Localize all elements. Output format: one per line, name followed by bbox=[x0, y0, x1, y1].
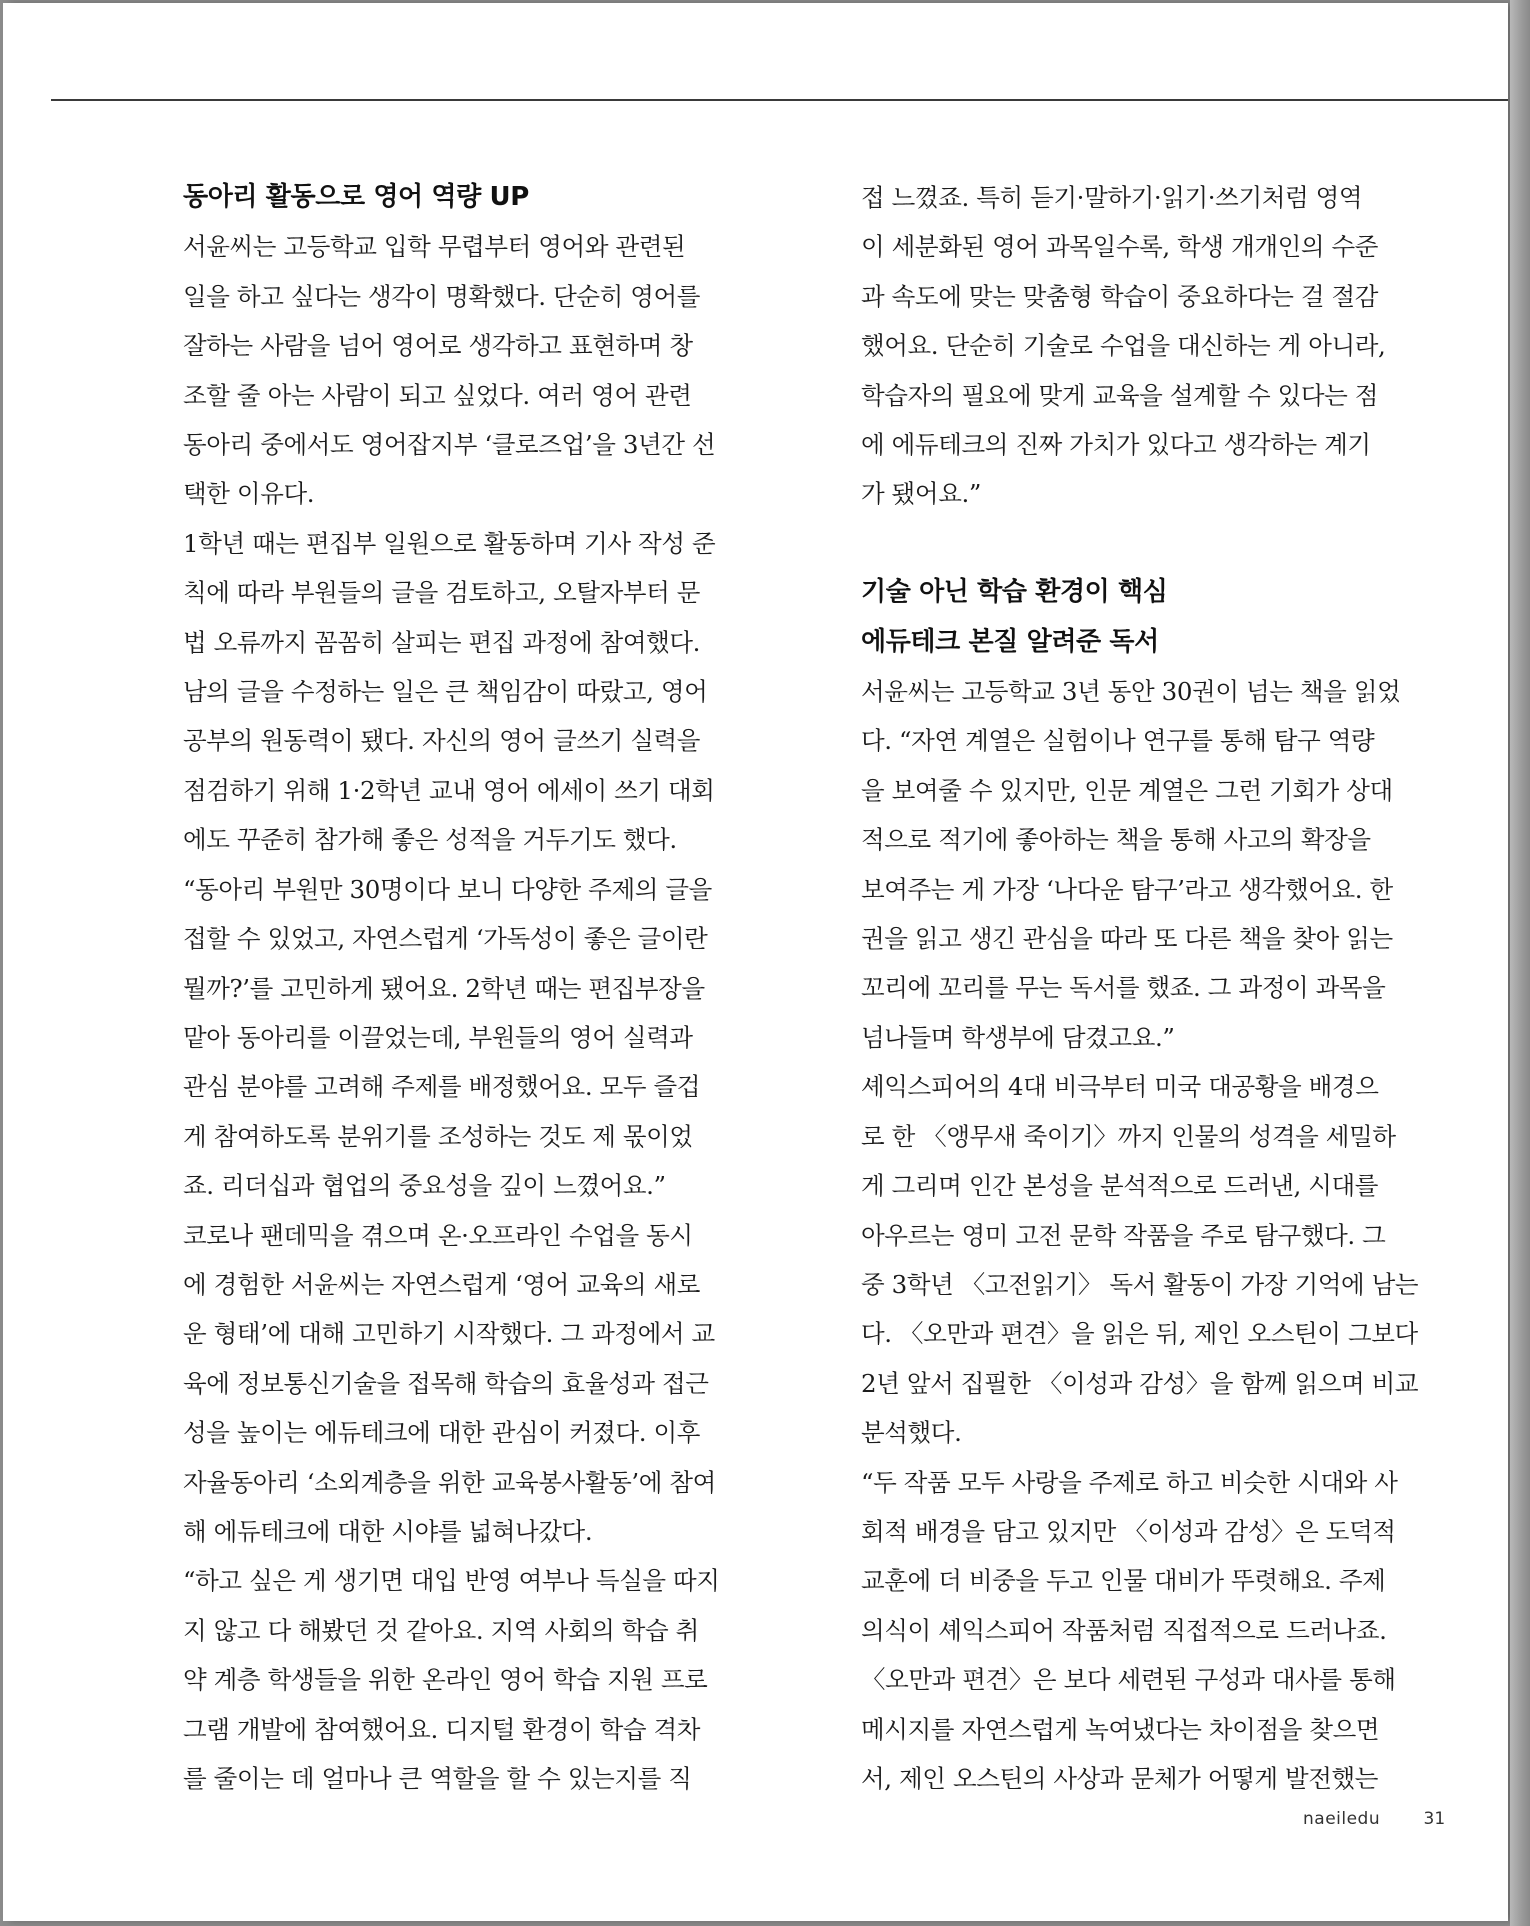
right-column-body-text bbox=[861, 667, 1436, 1803]
text-line: 코로나 팬데믹을 겪으며 온·오프라인 수업을 동시 bbox=[183, 1220, 693, 1250]
text-line: 자율동아리 ‘소외계층을 위한 교육봉사활동’에 참여 bbox=[183, 1467, 716, 1497]
text-line: 점검하기 위해 1·2학년 교내 영어 에세이 쓰기 대회 bbox=[183, 775, 715, 805]
text-line: 꼬리에 꼬리를 무는 독서를 했죠. 그 과정이 과목을 bbox=[861, 973, 1386, 1003]
left-column bbox=[183, 173, 758, 1803]
text-line: 남의 글을 수정하는 일은 큰 책임감이 따랐고, 영어 bbox=[183, 677, 708, 707]
text-line: 다. “자연 계열은 실험이나 연구를 통해 탐구 역량 bbox=[861, 726, 1375, 756]
page-edge-shadow bbox=[1510, 0, 1530, 1926]
text-line: 육에 정보통신기술을 접목해 학습의 효율성과 접근 bbox=[183, 1368, 709, 1398]
text-line: 서, 제인 오스틴의 사상과 문체가 어떻게 발전했는 bbox=[861, 1763, 1379, 1793]
text-line: 를 줄이는 데 얼마나 큰 역할을 할 수 있는지를 직 bbox=[183, 1764, 692, 1793]
right-column-top-text bbox=[861, 173, 1436, 519]
section-spacer bbox=[861, 519, 1436, 568]
text-line: 성을 높이는 에듀테크에 대한 관심이 커졌다. 이후 bbox=[183, 1418, 701, 1448]
text-line: 법 오류까지 꼼꼼히 살피는 편집 과정에 참여했다. bbox=[183, 627, 701, 657]
text-line: 에 에듀테크의 진짜 가치가 있다고 생각하는 계기 bbox=[861, 430, 1371, 460]
text-line: 칙에 따라 부원들의 글을 검토하고, 오탈자부터 문 bbox=[183, 578, 701, 608]
text-line: “두 작품 모두 사랑을 주제로 하고 비슷한 시대와 사 bbox=[861, 1467, 1398, 1497]
text-line: 서윤씨는 고등학교 입학 무렵부터 영어와 관련된 bbox=[183, 232, 686, 262]
text-line: 해 에듀테크에 대한 시야를 넓혀나갔다. bbox=[183, 1516, 593, 1546]
text-line: “하고 싶은 게 생기면 대입 반영 여부나 득실을 따지 bbox=[183, 1566, 720, 1596]
text-line: 적으로 적기에 좋아하는 책을 통해 사고의 확장을 bbox=[861, 825, 1371, 855]
text-line: 의식이 셰익스피어 작품처럼 직접적으로 드러나죠. bbox=[861, 1615, 1387, 1645]
text-line: 학습자의 필요에 맞게 교육을 설계할 수 있다는 점 bbox=[861, 380, 1379, 410]
text-line: 〈오만과 편견〉은 보다 세련된 구성과 대사를 통해 bbox=[861, 1665, 1396, 1695]
text-line: 을 보여줄 수 있지만, 인문 계열은 그런 기회가 상대 bbox=[861, 775, 1393, 805]
text-line: 뭘까?’를 고민하게 됐어요. 2학년 때는 편집부장을 bbox=[183, 973, 705, 1003]
text-line: 다. 〈오만과 편견〉을 읽은 뒤, 제인 오스틴이 그보다 bbox=[861, 1319, 1418, 1349]
text-line: 죠. 리더십과 협업의 중요성을 깊이 느꼈어요.” bbox=[183, 1171, 666, 1201]
text-line: 맡아 동아리를 이끌었는데, 부원들의 영어 실력과 bbox=[183, 1022, 693, 1052]
page-number: 31 bbox=[1423, 1809, 1446, 1829]
text-line: 했어요. 단순히 기술로 수업을 대신하는 게 아니라, bbox=[861, 331, 1386, 361]
text-line: 가 됐어요.” bbox=[861, 479, 981, 509]
text-line: 넘나들며 학생부에 담겼고요.” bbox=[861, 1022, 1175, 1052]
text-line: 동아리 중에서도 영어잡지부 ‘클로즈업’을 3년간 선 bbox=[183, 430, 716, 460]
text-line: 아우르는 영미 고전 문학 작품을 주로 탐구했다. 그 bbox=[861, 1220, 1386, 1250]
text-line: 접 느꼈죠. 특히 듣기·말하기·읽기·쓰기처럼 영역 bbox=[861, 183, 1363, 212]
text-line: 일을 하고 싶다는 생각이 명확했다. 단순히 영어를 bbox=[183, 281, 701, 311]
publication-name: naeiledu bbox=[1303, 1809, 1381, 1829]
text-line: 택한 이유다. bbox=[183, 479, 315, 509]
text-line: 게 그리며 인간 본성을 분석적으로 드러낸, 시대를 bbox=[861, 1171, 1379, 1201]
text-line: 로 한 〈앵무새 죽이기〉까지 인물의 성격을 세밀하 bbox=[861, 1121, 1396, 1151]
text-line: 조할 줄 아는 사람이 되고 싶었다. 여러 영어 관련 bbox=[183, 380, 692, 410]
section-heading-line-1: 기술 아닌 학습 환경이 핵심 bbox=[861, 577, 1168, 608]
text-line: 보여주는 게 가장 ‘나다운 탐구’라고 생각했어요. 한 bbox=[861, 874, 1393, 904]
text-line: 운 형태’에 대해 고민하기 시작했다. 그 과정에서 교 bbox=[183, 1319, 715, 1349]
text-line: 서윤씨는 고등학교 3년 동안 30권이 넘는 책을 읽었 bbox=[861, 677, 1401, 707]
header-rule bbox=[51, 99, 1508, 101]
text-line: 1학년 때는 편집부 일원으로 활동하며 기사 작성 준 bbox=[183, 528, 716, 558]
text-line: 잘하는 사람을 넘어 영어로 생각하고 표현하며 창 bbox=[183, 331, 693, 361]
text-line: 권을 읽고 생긴 관심을 따라 또 다른 책을 찾아 읽는 bbox=[861, 924, 1393, 954]
magazine-page bbox=[3, 3, 1508, 1921]
text-line: 메시지를 자연스럽게 녹여냈다는 차이점을 찾으면 bbox=[861, 1714, 1380, 1744]
section-heading: 동아리 활동으로 영어 역량 UP bbox=[183, 182, 529, 212]
text-line: 분석했다. bbox=[861, 1418, 962, 1448]
text-line: 약 계층 학생들을 위한 온라인 영어 학습 지원 프로 bbox=[183, 1665, 708, 1695]
text-line: 과 속도에 맞는 맞춤형 학습이 중요하다는 걸 절감 bbox=[861, 281, 1379, 311]
text-line: 관심 분야를 고려해 주제를 배정했어요. 모두 즐겁 bbox=[183, 1072, 701, 1102]
text-line: 이 세분화된 영어 과목일수록, 학생 개개인의 수준 bbox=[861, 232, 1379, 262]
text-line: 공부의 원동력이 됐다. 자신의 영어 글쓰기 실력을 bbox=[183, 726, 701, 756]
text-line: 에도 꾸준히 참가해 좋은 성적을 거두기도 했다. bbox=[183, 825, 677, 855]
text-line: “동아리 부원만 30명이다 보니 다양한 주제의 글을 bbox=[183, 874, 712, 904]
text-line: 에 경험한 서윤씨는 자연스럽게 ‘영어 교육의 새로 bbox=[183, 1269, 701, 1299]
text-line: 지 않고 다 해봤던 것 같아요. 지역 사회의 학습 취 bbox=[183, 1615, 699, 1645]
right-column bbox=[861, 173, 1436, 1803]
text-line: 셰익스피어의 4대 비극부터 미국 대공황을 배경으 bbox=[861, 1072, 1379, 1102]
text-line: 중 3학년 〈고전읽기〉 독서 활동이 가장 기억에 남는 bbox=[861, 1269, 1419, 1299]
section-heading-line-2: 에듀테크 본질 알려준 독서 bbox=[861, 626, 1159, 657]
text-line: 회적 배경을 담고 있지만 〈이성과 감성〉은 도덕적 bbox=[861, 1516, 1396, 1546]
page-footer bbox=[1303, 1809, 1445, 1829]
text-line: 2년 앞서 집필한 〈이성과 감성〉을 함께 읽으며 비교 bbox=[861, 1368, 1419, 1398]
text-line: 게 참여하도록 분위기를 조성하는 것도 제 몫이었 bbox=[183, 1121, 693, 1151]
text-line: 접할 수 있었고, 자연스럽게 ‘가독성이 좋은 글이란 bbox=[183, 924, 708, 954]
text-line: 교훈에 더 비중을 두고 인물 대비가 뚜렷해요. 주제 bbox=[861, 1566, 1386, 1596]
text-line: 그램 개발에 참여했어요. 디지털 환경이 학습 격차 bbox=[183, 1714, 701, 1744]
